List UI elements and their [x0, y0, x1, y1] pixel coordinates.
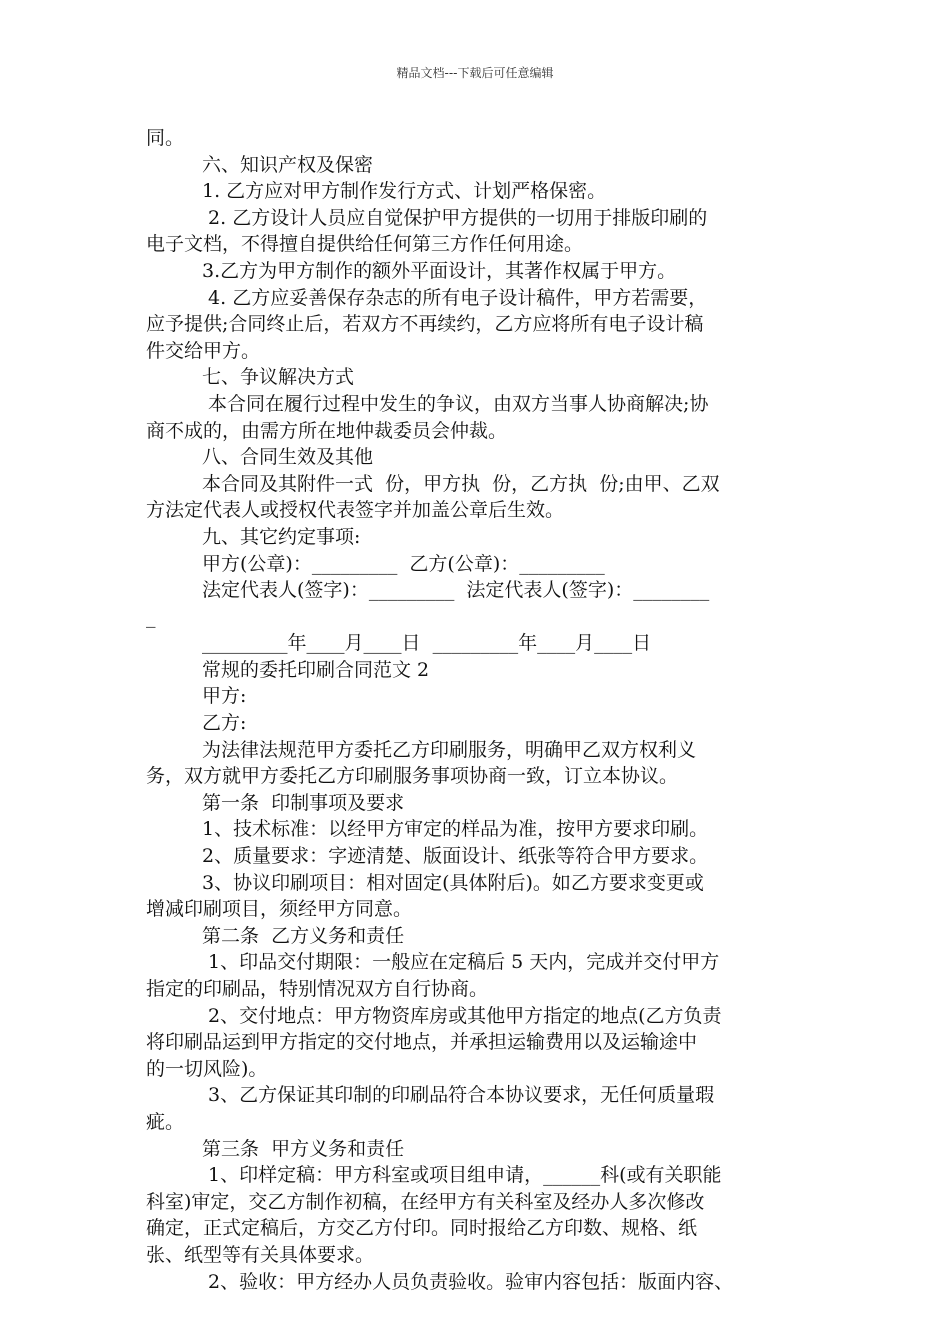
text-line: 法定代表人(签字)：_________ 法定代表人(签字)：________: [202, 579, 710, 602]
text-line: 八、合同生效及其他: [202, 446, 374, 469]
text-line: 商不成的，由需方所在地仲裁委员会仲裁。: [146, 419, 508, 442]
text-line: 3、协议印刷项目：相对固定(具体附后)。如乙方要求变更或: [202, 871, 704, 894]
text-line: _________年____月____日 _________年____月____日: [202, 632, 652, 655]
text-line: 九、其它约定事项:: [202, 525, 361, 548]
text-line: 2、验收：甲方经办人员负责验收。验审内容包括：版面内容、: [202, 1270, 734, 1293]
text-line: 应予提供;合同终止后，若双方不再续约，乙方应将所有电子设计稿: [146, 313, 704, 336]
text-line: 2、质量要求：字迹清楚、版面设计、纸张等符合甲方要求。: [202, 845, 709, 868]
text-line: 件交给甲方。: [146, 339, 261, 362]
text-line: 电子文档，不得擅自提供给任何第三方作任何用途。: [146, 233, 584, 256]
text-line: 将印刷品运到甲方指定的交付地点，并承担运输费用以及运输途中: [146, 1031, 698, 1054]
text-line: 1、技术标准：以经甲方审定的样品为准，按甲方要求印刷。: [202, 818, 709, 841]
text-line: 六、知识产权及保密: [202, 153, 374, 176]
text-line: 七、争议解决方式: [202, 366, 355, 389]
text-line: 3.乙方为甲方制作的额外平面设计，其著作权属于甲方。: [202, 259, 677, 282]
text-line: 本合同在履行过程中发生的争议，由双方当事人协商解决;协: [202, 392, 709, 415]
text-line: 本合同及其附件一式 份，甲方执 份，乙方执 份;由甲、乙双: [202, 472, 720, 495]
text-line: 1、印品交付期限：一般应在定稿后 5 天内，完成并交付甲方: [202, 951, 720, 974]
text-line: 甲方(公章)：_________ 乙方(公章)：_________: [202, 552, 605, 575]
text-line: 指定的印刷品，特别情况双方自行协商。: [146, 978, 489, 1000]
text-line: 第一条 印制事项及要求: [202, 791, 405, 814]
text-line: _: [146, 605, 156, 628]
text-line: 2. 乙方设计人员应自觉保护甲方提供的一切用于排版印刷的: [202, 206, 708, 229]
text-line: 2、交付地点：甲方物资库房或其他甲方指定的地点(乙方负责: [202, 1004, 722, 1027]
text-line: 乙方:: [202, 712, 247, 735]
text-line: 3、乙方保证其印制的印刷品符合本协议要求，无任何质量瑕: [202, 1084, 715, 1107]
text-line: 1. 乙方应对甲方制作发行方式、计划严格保密。: [202, 180, 607, 203]
text-line: 同。: [146, 127, 185, 149]
text-line: 的一切风险)。: [146, 1057, 268, 1080]
text-line: 方法定代表人或授权代表签字并加盖公章后生效。: [146, 499, 565, 522]
text-line: 甲方:: [202, 685, 247, 708]
text-line: 确定，正式定稿后，方交乙方付印。同时报给乙方印数、规格、纸: [146, 1217, 698, 1240]
text-line: 第二条 乙方义务和责任: [202, 924, 405, 947]
text-line: 增减印刷项目，须经甲方同意。: [146, 898, 413, 921]
text-line: 1、印样定稿：甲方科室或项目组申请，______科(或有关职能: [202, 1164, 722, 1187]
text-line: 科室)审定，交乙方制作初稿，在经甲方有关科室及经办人多次修改: [146, 1190, 705, 1213]
text-line: 常规的委托印刷合同范文 2: [202, 658, 430, 681]
text-line: 务，双方就甲方委托乙方印刷服务事项协商一致，订立本协议。: [146, 765, 679, 788]
text-line: 第三条 甲方义务和责任: [202, 1137, 405, 1160]
text-line: 疵。: [146, 1110, 185, 1133]
text-line: 张、纸型等有关具体要求。: [146, 1243, 375, 1266]
page-header: 精品文档---下载后可任意编辑: [396, 66, 554, 80]
text-line: 为法律法规范甲方委托乙方印刷服务，明确甲乙双方权利义: [202, 738, 697, 761]
document-body: [146, 125, 814, 1295]
text-line: 4. 乙方应妥善保存杂志的所有电子设计稿件，甲方若需要，: [202, 286, 708, 309]
